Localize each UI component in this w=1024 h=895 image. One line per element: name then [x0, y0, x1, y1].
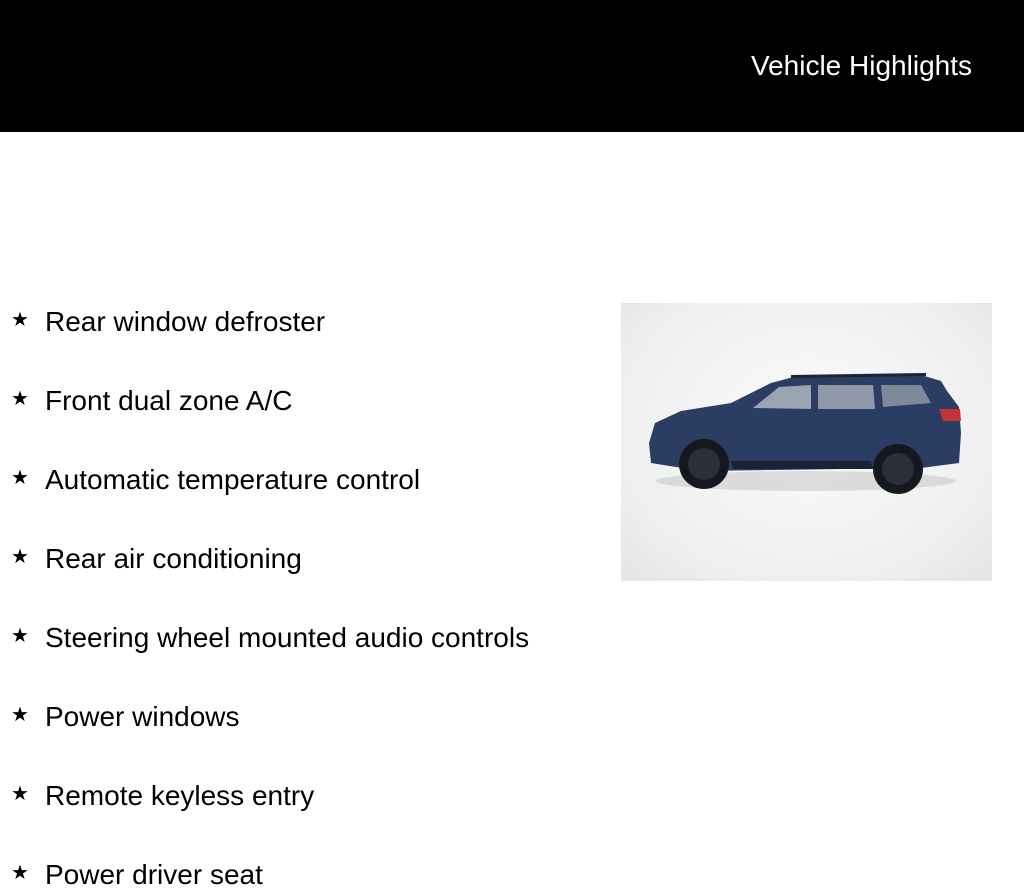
star-icon: ★ — [11, 467, 29, 489]
star-icon: ★ — [11, 546, 29, 568]
header-bar — [0, 0, 1024, 132]
suv-illustration — [621, 303, 992, 581]
feature-label: Steering wheel mounted audio controls — [45, 622, 530, 653]
feature-label: Power windows — [45, 701, 240, 732]
feature-label: Automatic temperature control — [45, 464, 421, 495]
star-icon: ★ — [11, 625, 29, 647]
star-icon: ★ — [11, 783, 29, 805]
page-title: Vehicle Highlights — [750, 50, 972, 81]
star-icon: ★ — [11, 388, 29, 410]
star-icon: ★ — [11, 862, 29, 884]
star-icon: ★ — [11, 704, 29, 726]
feature-label: Rear window defroster — [45, 306, 326, 337]
feature-label: Remote keyless entry — [45, 780, 315, 811]
feature-label: Front dual zone A/C — [45, 385, 293, 416]
star-icon: ★ — [11, 309, 29, 331]
feature-label: Power driver seat — [45, 859, 263, 890]
feature-label: Rear air conditioning — [45, 543, 302, 574]
vehicle-photo — [621, 303, 992, 581]
